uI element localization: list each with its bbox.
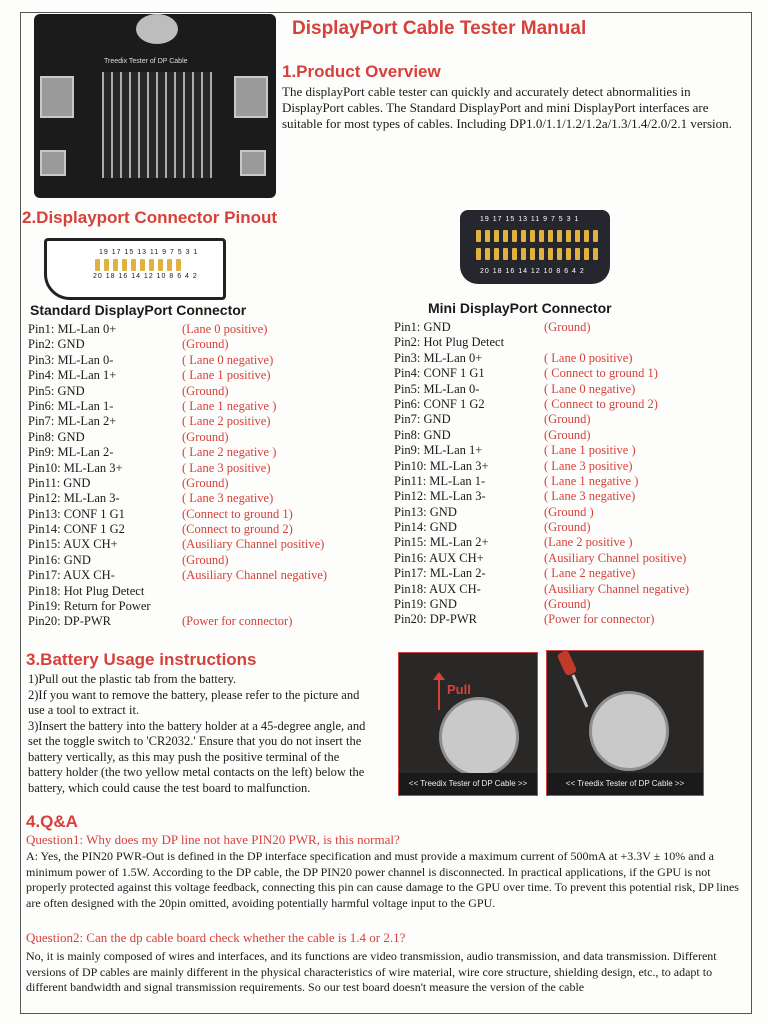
pin-description: (Ground) <box>182 552 229 567</box>
pin-row <box>28 384 388 399</box>
pin-description: (Ground) <box>544 320 591 334</box>
mini-bottom-pins <box>476 248 598 260</box>
pin-label: Pin19: GND <box>394 597 457 612</box>
pin-description: ( Lane 3 positive) <box>544 458 633 473</box>
pin-row <box>394 474 744 489</box>
standard-pin-list <box>28 322 388 630</box>
pin-description: (Power for connector) <box>544 612 655 627</box>
battery-text: 1)Pull out the plastic tab from the battery. 2)If you want to remove the battery, please refer to the picture and use a tool to extract it. 3)Insert the battery into the battery holder at a 45-degree angle, and set the toggle switch to 'CR2032.' Ensure that you do not insert the battery vertically, as this may push the positive terminal of the battery holder (the two yellow metal contacts on the left) below the battery, which could cause the test board to malfunction. <box>28 672 366 795</box>
pin-label: Pin11: GND <box>28 475 91 490</box>
pin-description: (Ground) <box>182 429 229 444</box>
pin-description: (Connect to ground 1) <box>182 506 293 521</box>
overview-text: The displayPort cable tester can quickly and accurately detect abnormalities in DisplayPort cables. The Standard DisplayPort and mini DisplayPort interfaces are suitable for most types of cables. Including DP1.0/1.1/1.2/1.2a/1.3/1.4/2.0/2.1 version. <box>282 84 732 131</box>
pin-row <box>394 551 744 566</box>
pin-row <box>394 335 744 350</box>
pin-label: Pin6: ML-Lan 1- <box>28 398 114 413</box>
mini-dp-port <box>40 150 66 176</box>
pin-label: Pin14: CONF 1 G2 <box>28 522 125 537</box>
pin-description: (Ground ) <box>544 504 594 519</box>
battery-remove-photo <box>546 650 704 796</box>
pin-label: Pin3: ML-Lan 0+ <box>394 350 483 365</box>
pin-label: Pin17: AUX CH- <box>28 568 115 583</box>
pin-description: (Ausiliary Channel negative) <box>544 581 690 596</box>
standard-connector-diagram <box>44 238 226 300</box>
pin-description: ( Lane 2 positive) <box>182 414 271 429</box>
pin-label: Pin9: ML-Lan 1+ <box>394 443 483 458</box>
pin-label: Pin18: AUX CH- <box>394 581 481 596</box>
pin-row <box>394 597 744 612</box>
pin-row <box>28 491 388 506</box>
pin-label: Pin19: Return for Power <box>28 599 151 614</box>
pull-label: Pull <box>447 682 471 697</box>
pin-row <box>394 505 744 520</box>
pin-row <box>394 443 744 458</box>
pin-row <box>394 366 744 381</box>
pin-description: ( Connect to ground 2) <box>544 396 658 411</box>
led-matrix <box>102 72 212 178</box>
pin-label: Pin1: ML-Lan 0+ <box>28 322 117 336</box>
pin-description: (Ausiliary Channel positive) <box>544 550 687 565</box>
pin-description: ( Lane 3 positive) <box>182 460 271 475</box>
pin-row <box>394 412 744 427</box>
pin-row <box>28 399 388 414</box>
pin-label: Pin7: ML-Lan 2+ <box>28 414 117 429</box>
mini-connector-title: Mini DisplayPort Connector <box>428 300 612 316</box>
pin-description: (Ground) <box>544 597 591 612</box>
pin-label: Pin5: GND <box>28 383 85 398</box>
pin-label: Pin5: ML-Lan 0- <box>394 381 480 396</box>
pin-row <box>28 476 388 491</box>
pin-row <box>28 537 388 552</box>
mini-pin-list <box>394 320 744 628</box>
pin-description: (Ausiliary Channel positive) <box>182 537 325 552</box>
pin-label: Pin12: ML-Lan 3- <box>28 491 120 506</box>
mini-dp-port-right <box>240 150 266 176</box>
pin-row <box>28 522 388 537</box>
pin-row <box>394 566 744 581</box>
pin-label: Pin2: Hot Plug Detect <box>394 335 505 350</box>
std-top-pin-numbers: 19 17 15 13 11 9 7 5 3 1 <box>99 249 199 256</box>
pin-description: ( Lane 1 negative ) <box>182 398 277 413</box>
pin-row <box>394 351 744 366</box>
pin-description: (Ground) <box>182 337 229 352</box>
overview-heading: 1.Product Overview <box>282 62 441 81</box>
battery-pull-photo <box>398 652 538 796</box>
pin-row <box>394 382 744 397</box>
pin-row <box>394 459 744 474</box>
question-2: Question2: Can the dp cable board check whether the cable is 1.4 or 2.1? <box>26 930 406 945</box>
pin-row <box>28 430 388 445</box>
standard-connector-title: Standard DisplayPort Connector <box>30 302 247 318</box>
battery-heading: 3.Battery Usage instructions <box>26 650 257 669</box>
pin-row <box>28 584 388 599</box>
pin-label: Pin10: ML-Lan 3+ <box>28 460 123 475</box>
pin-description: (Lane 0 positive) <box>182 322 268 336</box>
pin-row <box>394 612 744 627</box>
pin-description: ( Lane 1 positive ) <box>544 443 636 458</box>
coin-battery-photo <box>439 697 519 777</box>
pin-description: ( Lane 0 negative) <box>544 381 636 396</box>
pin-label: Pin15: ML-Lan 2+ <box>394 535 489 550</box>
pin-row <box>28 322 388 337</box>
pin-label: Pin16: AUX CH+ <box>394 550 484 565</box>
pin-description: ( Lane 2 negative) <box>544 566 636 581</box>
pin-description: (Ground) <box>182 475 229 490</box>
answer-2: No, it is mainly composed of wires and interfaces, and its functions are video transmission, audio transmission, and data transmission. Different versions of DP cables are mainly different in the physical characteristics of wire material, wire core structure, shielding design, etc., to adapt to different bandwidth and signal transmission requirements. So our test board doesn't measure the version of the cable <box>26 949 717 994</box>
qa-heading: 4.Q&A <box>26 812 78 831</box>
pin-description: ( Lane 1 positive) <box>182 368 271 383</box>
board-label: Treedix Tester of DP Cable <box>104 58 188 65</box>
pin-label: Pin8: GND <box>394 427 451 442</box>
pin-label: Pin12: ML-Lan 3- <box>394 489 486 504</box>
pin-row <box>28 414 388 429</box>
pin-row <box>394 320 744 335</box>
pin-description: ( Lane 0 positive) <box>544 350 633 365</box>
pin-row <box>28 568 388 583</box>
pin-row <box>28 353 388 368</box>
question-1: Question1: Why does my DP line not have PIN20 PWR, is this normal? <box>26 832 400 847</box>
pin-description: ( Connect to ground 1) <box>544 366 658 381</box>
pin-description: (Ground) <box>544 412 591 427</box>
pin-description: (Ausiliary Channel negative) <box>182 568 328 583</box>
pin-row <box>28 461 388 476</box>
pull-arrow-icon <box>432 672 446 712</box>
tester-board-photo <box>34 14 276 198</box>
pin-label: Pin17: ML-Lan 2- <box>394 566 486 581</box>
photo-strip-label: << Treedix Tester of DP Cable >> <box>399 773 537 795</box>
pin-label: Pin4: ML-Lan 1+ <box>28 368 117 383</box>
pin-label: Pin18: Hot Plug Detect <box>28 583 145 598</box>
pin-label: Pin13: CONF 1 G1 <box>28 506 125 521</box>
pin-label: Pin4: CONF 1 G1 <box>394 366 485 381</box>
pin-row <box>28 337 388 352</box>
pin-row <box>394 535 744 550</box>
coin-battery-photo-2 <box>589 691 669 771</box>
pin-label: Pin20: DP-PWR <box>28 614 112 629</box>
pin-description: ( Lane 3 negative) <box>544 489 636 504</box>
pin-row <box>28 553 388 568</box>
pin-label: Pin6: CONF 1 G2 <box>394 396 485 411</box>
pin-row <box>394 489 744 504</box>
pin-label: Pin8: GND <box>28 429 85 444</box>
pin-description: ( Lane 2 negative ) <box>182 445 277 460</box>
pin-label: Pin9: ML-Lan 2- <box>28 445 114 460</box>
pin-label: Pin15: AUX CH+ <box>28 537 118 552</box>
pin-label: Pin7: GND <box>394 412 451 427</box>
pin-description: (Ground) <box>544 427 591 442</box>
pin-row <box>394 520 744 535</box>
mini-bottom-pin-numbers: 20 18 16 14 12 10 8 6 4 2 <box>480 268 585 275</box>
pin-row <box>394 397 744 412</box>
mini-top-pin-numbers: 19 17 15 13 11 9 7 5 3 1 <box>480 216 580 223</box>
pin-label: Pin2: GND <box>28 337 85 352</box>
pin-description: ( Lane 1 negative ) <box>544 473 639 488</box>
pin-row <box>394 582 744 597</box>
pin-label: Pin1: GND <box>394 320 451 334</box>
pin-description: (Connect to ground 2) <box>182 522 293 537</box>
pin-label: Pin3: ML-Lan 0- <box>28 352 114 367</box>
coin-battery <box>136 14 178 44</box>
pin-row <box>28 507 388 522</box>
pin-label: Pin13: GND <box>394 504 457 519</box>
pin-row <box>28 599 388 614</box>
pin-label: Pin11: ML-Lan 1- <box>394 473 486 488</box>
pin-label: Pin20: DP-PWR <box>394 612 478 627</box>
pin-description: ( Lane 3 negative) <box>182 491 274 506</box>
mini-connector-diagram <box>460 210 610 284</box>
std-bottom-pin-numbers: 20 18 16 14 12 10 8 6 4 2 <box>93 273 198 280</box>
standard-dp-port <box>40 76 74 118</box>
pin-label: Pin16: GND <box>28 552 91 567</box>
pin-row <box>28 368 388 383</box>
pin-description: (Lane 2 positive ) <box>544 535 633 550</box>
standard-dp-port-right <box>234 76 268 118</box>
pin-description: (Ground) <box>544 520 591 535</box>
pin-row <box>28 445 388 460</box>
pin-description: ( Lane 0 negative) <box>182 352 274 367</box>
pin-label: Pin10: ML-Lan 3+ <box>394 458 489 473</box>
pin-description: (Power for connector) <box>182 614 293 629</box>
screwdriver-icon <box>557 651 597 711</box>
pin-row <box>394 428 744 443</box>
photo-strip-label-2: << Treedix Tester of DP Cable >> <box>547 773 703 795</box>
std-top-pins <box>95 259 181 271</box>
pin-label: Pin14: GND <box>394 520 457 535</box>
pin-row <box>28 614 388 629</box>
answer-1: A: Yes, the PIN20 PWR-Out is defined in the DP interface specification and must provide a maximum current of 500mA at +3.3V ± 10% and a minimum power of 1.5W. According to the DP cable, the DP PIN20 power channel is disconnected. In practical applications, if the GPU is not properly protected against this voltage feedback, connecting this pin can cause damage to the GPU over time. To prevent this potential risk, DP lines are often designed with the 20pin omitted, avoiding potentially harmful voltage input to the GPU. <box>26 849 739 910</box>
mini-top-pins <box>476 230 598 242</box>
page-title: DisplayPort Cable Tester Manual <box>292 18 587 39</box>
pinout-heading: 2.Displayport Connector Pinout <box>22 208 278 227</box>
pin-description: (Ground) <box>182 383 229 398</box>
